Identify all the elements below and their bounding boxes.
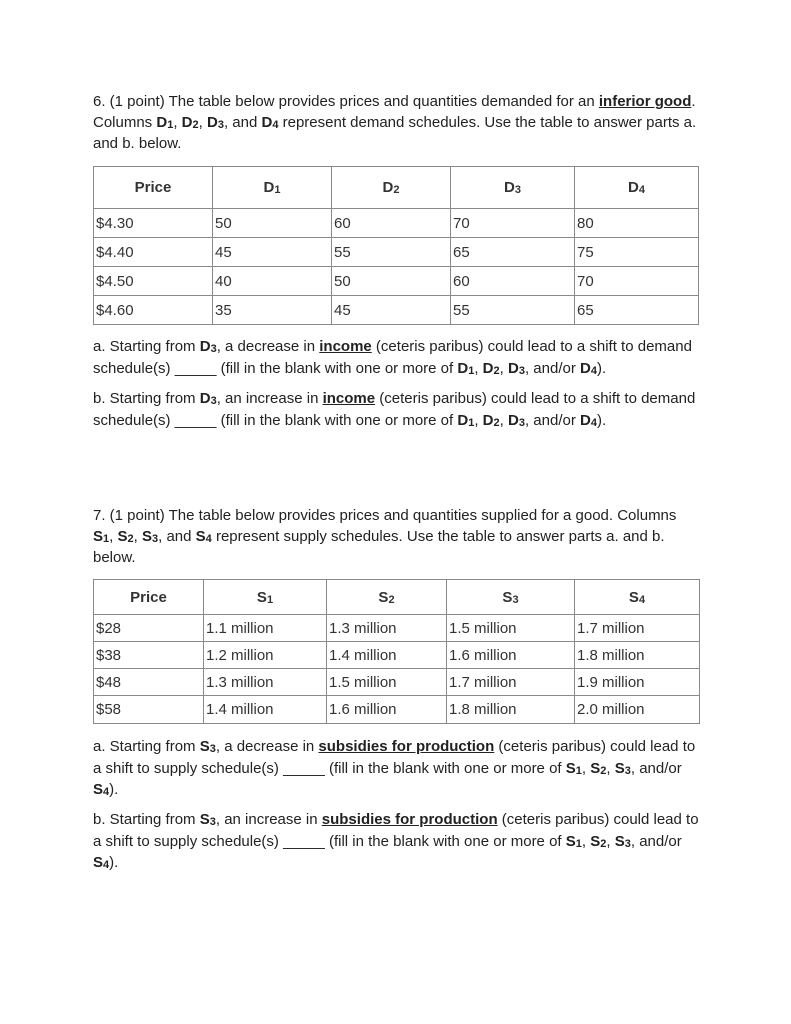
table-cell: 1.8 million: [575, 642, 700, 669]
symbol-d3: $D_3$: [507, 359, 525, 377]
table-row: [94, 669, 700, 696]
table-cell: 1.3 million: [327, 615, 447, 642]
q7-supply-table: [93, 579, 700, 724]
table-cell: 1.3 million: [204, 669, 327, 696]
column-header: $D_4$: [575, 167, 699, 209]
table-header-row: [94, 580, 700, 615]
table-cell: $28: [94, 615, 204, 642]
table-cell: 1.1 million: [204, 615, 327, 642]
q7-a-keyword: subsidies for production: [318, 738, 495, 755]
symbol-d4: $D_4$: [580, 359, 597, 377]
table-cell: 1.2 million: [204, 642, 327, 669]
symbol-s4: $S_4$: [93, 854, 110, 871]
table-cell: 75: [575, 238, 699, 267]
table-cell: 50: [213, 209, 332, 238]
column-header: $S_1$: [204, 580, 327, 615]
column-header: $S_2$: [327, 580, 447, 615]
symbol-d3: $D_3$: [199, 390, 217, 407]
table-cell: 80: [575, 209, 699, 238]
symbol-s3: $S_3$: [614, 759, 631, 777]
table-cell: 1.8 million: [447, 696, 575, 724]
symbol-s1: $S_1$: [565, 759, 582, 777]
table-cell: 1.7 million: [575, 615, 700, 642]
symbol-s3: $S_3$: [614, 832, 631, 850]
column-header: $D_1$: [213, 167, 332, 209]
q6-part-a: a. Starting from $D_3$, a decrease in income (ceteris paribus) could lead to a shift to demand schedule(s) _____ (fill in the blank with one or more of $D_1$, $D_2$, $D_3$, and/or $D_4$).: [93, 338, 692, 377]
table-row: [94, 238, 699, 267]
table-cell: $4.40: [94, 238, 213, 267]
symbol-s1: $S_1$: [565, 832, 582, 850]
symbol-s3: $S_3$: [141, 527, 159, 545]
table-cell: 1.4 million: [327, 642, 447, 669]
table-cell: 60: [332, 209, 451, 238]
q6-a-keyword: income: [319, 338, 372, 355]
q6-demand-table: [93, 166, 699, 325]
symbol-s4: $S_4$: [93, 781, 110, 798]
symbol-s2: $S_2$: [117, 527, 134, 545]
symbol-d1: $D_1$: [156, 113, 174, 131]
symbol-d2: $D_2$: [482, 411, 500, 429]
q7-b-keyword: subsidies for production: [321, 811, 498, 828]
symbol-d3: $D_3$: [206, 113, 224, 131]
table-cell: 65: [451, 238, 575, 267]
table-cell: 65: [575, 296, 699, 325]
q7-part-a: a. Starting from $S_3$, a decrease in subsidies for production (ceteris paribus) could lead to a shift to supply schedule(s) _____ (fill in the blank with one or more of $S_1$, $S_2$, $S_3$, and/or $S_4$).: [93, 738, 696, 798]
table-row: [94, 642, 700, 669]
symbol-d1: $D_1$: [457, 359, 475, 377]
table-row: [94, 209, 699, 238]
symbol-d1: $D_1$: [457, 411, 475, 429]
table-cell: 45: [332, 296, 451, 325]
symbol-s3: $S_3$: [199, 811, 216, 828]
table-row: [94, 267, 699, 296]
symbol-s3: $S_3$: [199, 738, 216, 755]
table-cell: 1.5 million: [327, 669, 447, 696]
table-cell: 70: [575, 267, 699, 296]
table-cell: 1.4 million: [204, 696, 327, 724]
table-header-row: [94, 167, 699, 209]
q6-intro: 6. (1 point) The table below provides prices and quantities demanded for an inferior good. Columns $D_1$, $D_2$, $D_3$, and $D_4$ represent demand schedules. Use the table to answer parts a. and b. below.: [93, 93, 697, 152]
q6-b-keyword: income: [322, 390, 376, 407]
table-cell: $48: [94, 669, 204, 696]
table-row: [94, 615, 700, 642]
table-cell: 1.5 million: [447, 615, 575, 642]
symbol-s2: $S_2$: [590, 832, 607, 850]
table-cell: 60: [451, 267, 575, 296]
table-cell: $38: [94, 642, 204, 669]
q7-intro: 7. (1 point) The table below provides prices and quantities supplied for a good. Columns $S_1$, $S_2$, $S_3$, and $S_4$ represent supply schedules. Use the table to answer parts a. and b. below.: [93, 507, 677, 566]
symbol-s1: $S_1$: [93, 527, 110, 545]
table-row: [94, 296, 699, 325]
symbol-d2: $D_2$: [181, 113, 199, 131]
symbol-d3: $D_3$: [507, 411, 525, 429]
table-cell: 40: [213, 267, 332, 296]
table-cell: 2.0 million: [575, 696, 700, 724]
symbol-s4: $S_4$: [195, 527, 212, 545]
column-header: $D_2$: [332, 167, 451, 209]
table-cell: $4.50: [94, 267, 213, 296]
column-header: Price: [94, 580, 204, 615]
table-cell: 1.6 million: [447, 642, 575, 669]
symbol-d3: $D_3$: [199, 338, 217, 355]
table-cell: $4.30: [94, 209, 213, 238]
q6-part-b: b. Starting from $D_3$, an increase in income (ceteris paribus) could lead to a shift to demand schedule(s) _____ (fill in the blank with one or more of $D_1$, $D_2$, $D_3$, and/or $D_4$).: [93, 390, 696, 429]
q7-part-b: b. Starting from $S_3$, an increase in subsidies for production (ceteris paribus) could lead to a shift to supply schedule(s) _____ (fill in the blank with one or more of $S_1$, $S_2$, $S_3$, and/or $S_4$).: [93, 811, 699, 871]
column-header: $S_4$: [575, 580, 700, 615]
table-cell: 35: [213, 296, 332, 325]
table-cell: 70: [451, 209, 575, 238]
table-cell: $4.60: [94, 296, 213, 325]
table-cell: 55: [451, 296, 575, 325]
symbol-d4: $D_4$: [261, 113, 279, 131]
column-header: $S_3$: [447, 580, 575, 615]
table-cell: 1.9 million: [575, 669, 700, 696]
symbol-d4: $D_4$: [580, 411, 597, 429]
table-cell: 1.6 million: [327, 696, 447, 724]
table-cell: 55: [332, 238, 451, 267]
table-cell: $58: [94, 696, 204, 724]
q6-keyword-inferior-good: inferior good: [598, 93, 692, 110]
table-row: [94, 696, 700, 724]
table-cell: 45: [213, 238, 332, 267]
table-cell: 50: [332, 267, 451, 296]
symbol-d2: $D_2$: [482, 359, 500, 377]
column-header: $D_3$: [451, 167, 575, 209]
table-cell: 1.7 million: [447, 669, 575, 696]
column-header: Price: [94, 167, 213, 209]
symbol-s2: $S_2$: [590, 759, 607, 777]
